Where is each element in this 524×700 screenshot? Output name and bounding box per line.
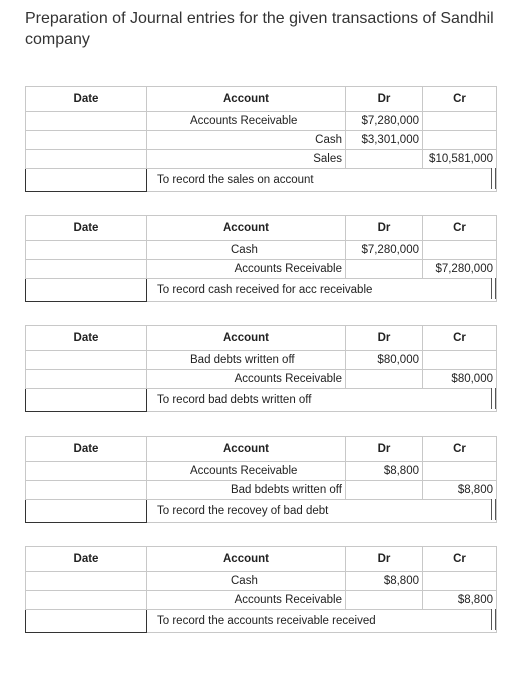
account-header: Account	[147, 216, 346, 241]
description-row	[26, 500, 497, 523]
dr-cell[interactable]: $7,280,000	[346, 112, 423, 131]
description-text: To record the recovey of bad debt	[157, 505, 329, 517]
date-cell[interactable]	[26, 462, 147, 481]
cr-cell[interactable]: $80,000	[423, 370, 497, 389]
journal-table	[25, 325, 497, 412]
table-row	[26, 370, 497, 389]
cr-cell[interactable]: $7,280,000	[423, 260, 497, 279]
journal-entry-5	[25, 546, 495, 633]
date-cell[interactable]	[26, 260, 147, 279]
row-end-handle	[491, 168, 496, 189]
dr-cell[interactable]: $3,301,000	[346, 131, 423, 150]
table-row	[26, 112, 497, 131]
account-header: Account	[147, 547, 346, 572]
dr-cell[interactable]	[346, 591, 423, 610]
dr-cell[interactable]	[346, 150, 423, 169]
description-cell[interactable]	[147, 279, 497, 302]
date-header: Date	[26, 87, 147, 112]
cr-cell[interactable]: $8,800	[423, 591, 497, 610]
journal-table	[25, 436, 497, 523]
description-row	[26, 610, 497, 633]
account-cell[interactable]: Accounts Receivable	[147, 591, 346, 610]
cr-header: Cr	[423, 547, 497, 572]
account-cell[interactable]: Accounts Receivable	[147, 260, 346, 279]
date-header: Date	[26, 326, 147, 351]
table-row	[26, 481, 497, 500]
table-row	[26, 591, 497, 610]
description-cell[interactable]	[147, 610, 497, 633]
account-cell[interactable]: Sales	[147, 150, 346, 169]
table-row	[26, 260, 497, 279]
cr-header: Cr	[423, 437, 497, 462]
row-end-handle	[491, 499, 496, 520]
table-row	[26, 351, 497, 370]
table-row	[26, 572, 497, 591]
journal-entry-1	[25, 86, 495, 192]
cr-cell[interactable]	[423, 131, 497, 150]
journal-entry-3	[25, 325, 495, 412]
date-cell[interactable]	[26, 351, 147, 370]
dr-cell[interactable]: $80,000	[346, 351, 423, 370]
date-cell[interactable]	[26, 591, 147, 610]
header-row	[26, 87, 497, 112]
account-cell[interactable]: Accounts Receivable	[147, 112, 346, 131]
description-text: To record the accounts receivable received	[157, 615, 376, 627]
header-row	[26, 326, 497, 351]
cr-header: Cr	[423, 87, 497, 112]
description-cell[interactable]	[147, 500, 497, 523]
date-cell[interactable]	[26, 112, 147, 131]
date-cell[interactable]	[26, 481, 147, 500]
account-cell[interactable]: Bad bdebts written off	[147, 481, 346, 500]
table-row	[26, 241, 497, 260]
account-header: Account	[147, 437, 346, 462]
description-row	[26, 169, 497, 192]
description-text: To record the sales on account	[157, 174, 314, 186]
date-header: Date	[26, 547, 147, 572]
date-input[interactable]	[26, 610, 147, 633]
account-header: Account	[147, 87, 346, 112]
row-end-handle	[491, 388, 496, 409]
cr-cell[interactable]	[423, 572, 497, 591]
date-input[interactable]	[26, 169, 147, 192]
description-text: To record bad debts written off	[157, 394, 312, 406]
date-cell[interactable]	[26, 572, 147, 591]
header-row	[26, 216, 497, 241]
date-cell[interactable]	[26, 370, 147, 389]
cr-cell[interactable]	[423, 351, 497, 370]
journal-table	[25, 215, 497, 302]
cr-cell[interactable]: $8,800	[423, 481, 497, 500]
cr-cell[interactable]	[423, 462, 497, 481]
date-header: Date	[26, 437, 147, 462]
date-cell[interactable]	[26, 150, 147, 169]
account-cell[interactable]: Accounts Receivable	[147, 462, 346, 481]
dr-cell[interactable]	[346, 260, 423, 279]
dr-header: Dr	[346, 87, 423, 112]
dr-header: Dr	[346, 216, 423, 241]
cr-cell[interactable]	[423, 112, 497, 131]
description-cell[interactable]	[147, 389, 497, 412]
date-cell[interactable]	[26, 241, 147, 260]
account-cell[interactable]: Cash	[147, 131, 346, 150]
description-cell[interactable]	[147, 169, 497, 192]
account-cell[interactable]: Bad debts written off	[147, 351, 346, 370]
journal-table	[25, 546, 497, 633]
table-row	[26, 462, 497, 481]
table-row	[26, 150, 497, 169]
header-row	[26, 547, 497, 572]
dr-cell[interactable]: $8,800	[346, 462, 423, 481]
header-row	[26, 437, 497, 462]
row-end-handle	[491, 609, 496, 630]
dr-header: Dr	[346, 437, 423, 462]
date-input[interactable]	[26, 500, 147, 523]
date-cell[interactable]	[26, 131, 147, 150]
description-row	[26, 279, 497, 302]
cr-header: Cr	[423, 216, 497, 241]
dr-cell[interactable]: $8,800	[346, 572, 423, 591]
description-row	[26, 389, 497, 412]
dr-header: Dr	[346, 326, 423, 351]
date-input[interactable]	[26, 389, 147, 412]
cr-cell[interactable]	[423, 241, 497, 260]
dr-header: Dr	[346, 547, 423, 572]
row-end-handle	[491, 278, 496, 299]
account-header: Account	[147, 326, 346, 351]
journal-entry-2	[25, 215, 495, 302]
table-row	[26, 131, 497, 150]
date-input[interactable]	[26, 279, 147, 302]
account-cell[interactable]: Accounts Receivable	[147, 370, 346, 389]
page-title: Preparation of Journal entries for the given transactions of Sandhil company	[25, 10, 494, 48]
date-header: Date	[26, 216, 147, 241]
journal-table	[25, 86, 497, 192]
dr-cell[interactable]: $7,280,000	[346, 241, 423, 260]
cr-cell[interactable]: $10,581,000	[423, 150, 497, 169]
cr-header: Cr	[423, 326, 497, 351]
account-cell[interactable]: Cash	[147, 572, 346, 591]
account-cell[interactable]: Cash	[147, 241, 346, 260]
dr-cell[interactable]	[346, 370, 423, 389]
description-text: To record cash received for acc receivable	[157, 284, 373, 296]
journal-entry-4	[25, 436, 495, 523]
dr-cell[interactable]	[346, 481, 423, 500]
